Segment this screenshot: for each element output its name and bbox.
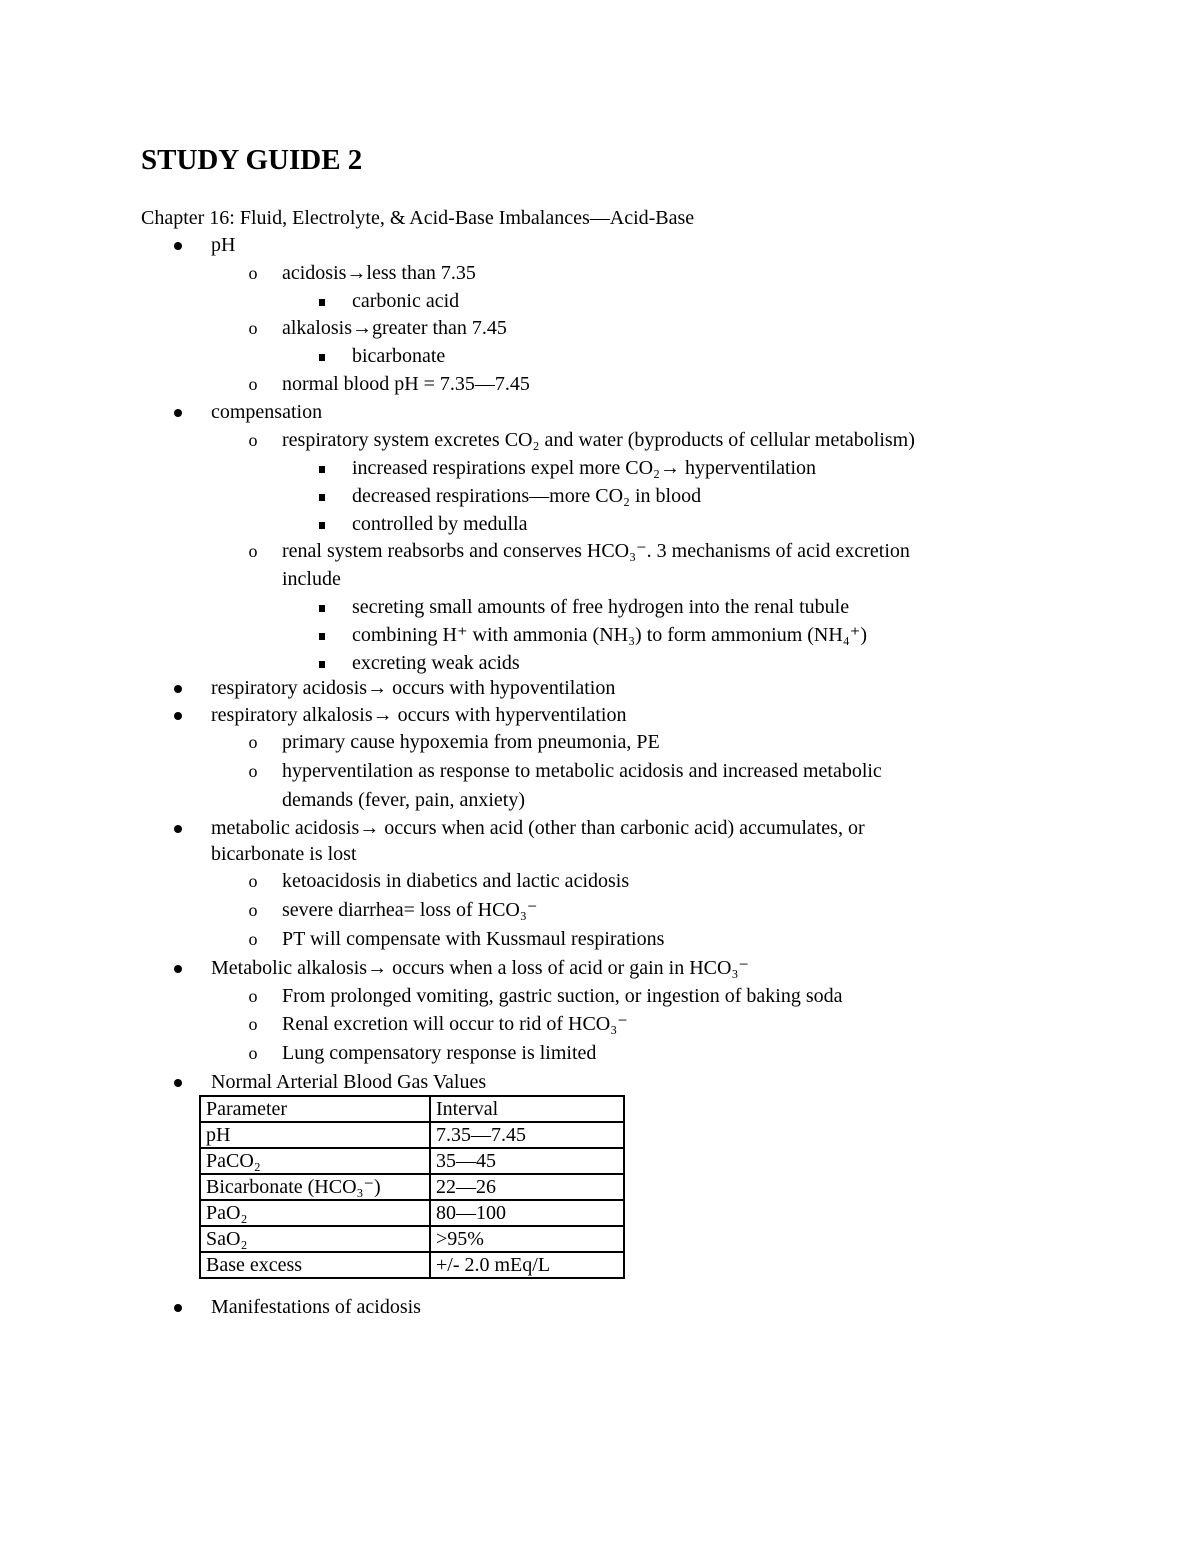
abg-table (199, 1095, 625, 1279)
list-item: demands (fever, pain, anxiety) (282, 789, 525, 811)
bullet-square-icon (316, 288, 328, 314)
bullet-dot-icon (172, 675, 184, 701)
list-item: decreased respirations—more CO₂ in blood (352, 485, 702, 507)
page-title: STUDY GUIDE 2 (141, 144, 363, 176)
chapter-heading: Chapter 16: Fluid, Electrolyte, & Acid-Base Imbalances—Acid-Base (141, 207, 695, 229)
list-item: pH (211, 234, 236, 256)
bullet-square-icon (316, 343, 328, 369)
bullet-dot-icon (172, 955, 184, 981)
list-item: excreting weak acids (352, 652, 520, 674)
table-cell: SaO₂ (200, 1226, 430, 1252)
bullet-circle-icon: o (248, 732, 258, 752)
bullet-circle-icon: o (248, 318, 258, 338)
list-item: compensation (211, 401, 323, 423)
bullet-circle-icon: o (248, 986, 258, 1006)
table-row (200, 1174, 624, 1200)
bullet-circle-icon: o (248, 871, 258, 891)
list-item: PT will compensate with Kussmaul respirations (282, 928, 665, 950)
list-item: From prolonged vomiting, gastric suction, or ingestion of baking soda (282, 985, 843, 1007)
list-item: alkalosis→greater than 7.45 (282, 317, 507, 339)
list-item: severe diarrhea= loss of HCO₃⁻ (282, 899, 538, 921)
table-cell: >95% (430, 1226, 624, 1252)
list-item: renal system reabsorbs and conserves HCO₃⁻. 3 mechanisms of acid excretion (282, 540, 910, 562)
bullet-circle-icon: o (248, 761, 258, 781)
bullet-circle-icon: o (248, 900, 258, 920)
bullet-square-icon (316, 594, 328, 620)
list-item: increased respirations expel more CO₂→ hyperventilation (352, 457, 817, 479)
table-cell: +/- 2.0 mEq/L (430, 1252, 624, 1278)
list-item: secreting small amounts of free hydrogen into the renal tubule (352, 596, 850, 618)
bullet-square-icon (316, 455, 328, 481)
bullet-dot-icon (172, 1069, 184, 1095)
table-cell: Base excess (200, 1252, 430, 1278)
bullet-circle-icon: o (248, 929, 258, 949)
table-cell: PaO₂ (200, 1200, 430, 1226)
bullet-square-icon (316, 622, 328, 648)
table-cell: 80—100 (430, 1200, 624, 1226)
list-item: Normal Arterial Blood Gas Values (211, 1071, 487, 1093)
bullet-dot-icon (172, 702, 184, 728)
list-item: Lung compensatory response is limited (282, 1042, 597, 1064)
bullet-circle-icon: o (248, 541, 258, 561)
list-item: bicarbonate (352, 345, 446, 367)
table-cell: 22—26 (430, 1174, 624, 1200)
table-cell: Bicarbonate (HCO₃⁻) (200, 1174, 430, 1200)
list-item: acidosis→less than 7.35 (282, 262, 476, 284)
list-item: metabolic acidosis→ occurs when acid (other than carbonic acid) accumulates, or (211, 817, 865, 839)
list-item: normal blood pH = 7.35—7.45 (282, 373, 530, 395)
bullet-dot-icon (172, 399, 184, 425)
list-item: respiratory alkalosis→ occurs with hyperventilation (211, 704, 627, 726)
bullet-square-icon (316, 650, 328, 676)
list-item: respiratory acidosis→ occurs with hypoventilation (211, 677, 616, 699)
table-row (200, 1122, 624, 1148)
bullet-square-icon (316, 483, 328, 509)
list-item: primary cause hypoxemia from pneumonia, PE (282, 731, 660, 753)
bullet-circle-icon: o (248, 1043, 258, 1063)
list-item: combining H⁺ with ammonia (NH₃) to form ammonium (NH₄⁺) (352, 624, 867, 646)
table-row (200, 1226, 624, 1252)
table-header-cell: Parameter (200, 1096, 430, 1122)
table-header-row (200, 1096, 624, 1122)
list-item: Manifestations of acidosis (211, 1296, 421, 1318)
list-item: bicarbonate is lost (211, 843, 357, 865)
bullet-circle-icon: o (248, 263, 258, 283)
bullet-circle-icon: o (248, 374, 258, 394)
list-item: carbonic acid (352, 290, 460, 312)
table-header-cell: Interval (430, 1096, 624, 1122)
table-cell: 7.35—7.45 (430, 1122, 624, 1148)
table-cell: 35—45 (430, 1148, 624, 1174)
list-item: hyperventilation as response to metabolic acidosis and increased metabolic (282, 760, 882, 782)
table-cell: PaCO₂ (200, 1148, 430, 1174)
list-item: respiratory system excretes CO₂ and water (byproducts of cellular metabolism) (282, 429, 915, 451)
bullet-dot-icon (172, 1294, 184, 1320)
list-item: Metabolic alkalosis→ occurs when a loss of acid or gain in HCO₃⁻ (211, 957, 749, 979)
table-row (200, 1148, 624, 1174)
bullet-square-icon (316, 511, 328, 537)
bullet-circle-icon: o (248, 1014, 258, 1034)
table-row (200, 1200, 624, 1226)
bullet-dot-icon (172, 815, 184, 841)
bullet-dot-icon (172, 232, 184, 258)
list-item: include (282, 568, 341, 590)
list-item: controlled by medulla (352, 513, 528, 535)
list-item: Renal excretion will occur to rid of HCO₃⁻ (282, 1013, 628, 1035)
bullet-circle-icon: o (248, 430, 258, 450)
table-row (200, 1252, 624, 1278)
table-cell: pH (200, 1122, 430, 1148)
list-item: ketoacidosis in diabetics and lactic acidosis (282, 870, 630, 892)
